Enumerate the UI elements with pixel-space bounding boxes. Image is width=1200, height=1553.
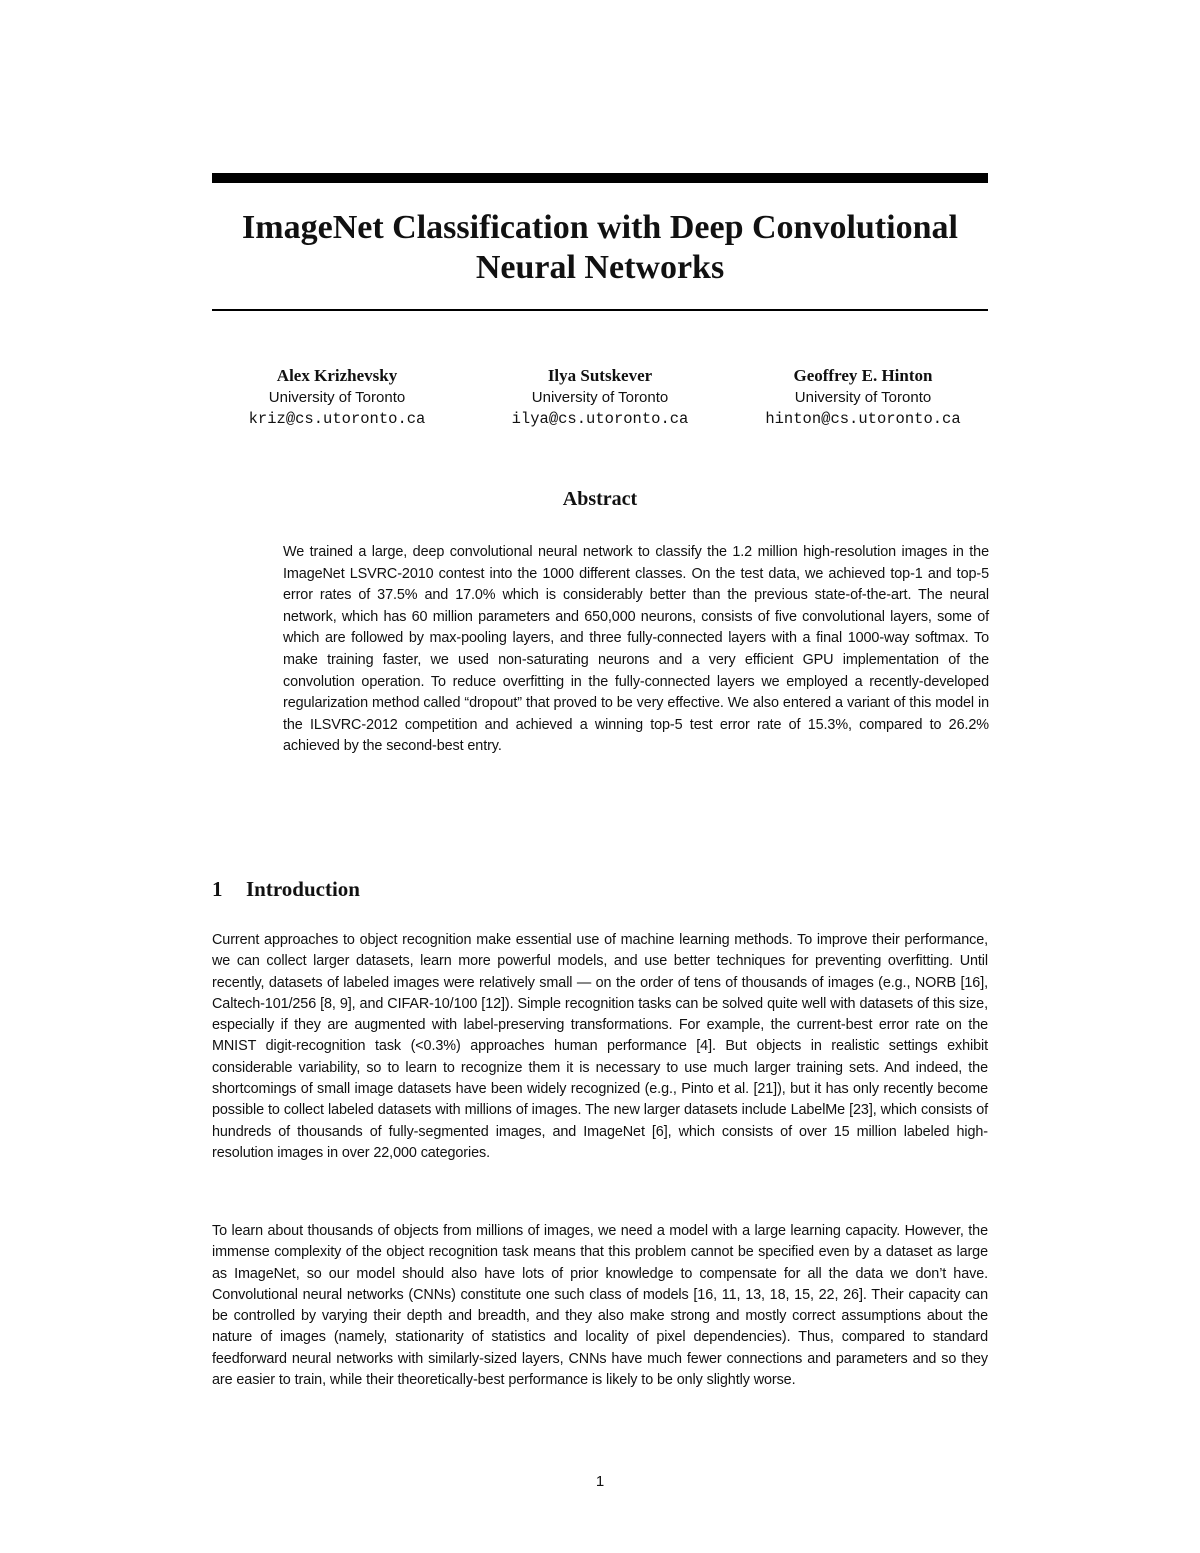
title-line-2: Neural Networks xyxy=(475,249,725,286)
abstract-text: We trained a large, deep convolutional neural network to classify the 1.2 million high-resolution images in the ImageNet LSVRC-2010 contest into the 1000 different classes. On the test data, we achieved top-1 and top-5 error rates of 37.5% and 17.0% which is considerably better than the previous state-of-the-art. The neural network, which has 60 million parameters and 650,000 neurons, consists of five convolutional layers, some of which are followed by max-pooling layers, and three fully-connected layers with a final 1000-way softmax. To make training faster, we used non-saturating neurons and a very efficient GPU implementation of the convolution operation. To reduce overfitting in the fully-connected layers we employed a recently-developed regularization method called “dropout” that proved to be very effective. We also entered a variant of this model in the ILSVRC-2012 competition and achieved a winning top-5 test error rate of 15.3%, compared to 26.2% achieved by the second-best entry. xyxy=(283,544,989,755)
author-name: Ilya Sutskever xyxy=(547,366,653,385)
author-affiliation: University of Toronto xyxy=(531,389,669,406)
intro-paragraph-1: Current approaches to object recognition make essential use of machine learning methods. To improve their performance, we can collect larger datasets, learn more powerful models, and use better techniques for preventing overfitting. Until recently, datasets of labeled images were relatively small — on the order of tens of thousands of images (e.g., NORB [16], Caltech-101/256 [8, 9], and CIFAR-10/100 [12]). Simple recognition tasks can be solved quite well with datasets of this size, especially if they are augmented with label-preserving transformations. For example, the current-best error rate on the MNIST digit-recognition task (<0.3%) approaches human performance [4]. But objects in realistic settings exhibit considerable variability, so to learn to recognize them it is necessary to use much larger training sets. And indeed, the shortcomings of small image datasets have been widely recognized (e.g., Pinto et al. [21]), but it has only recently become possible to collect labeled datasets with millions of images. The new larger datasets include LabelMe [23], which consists of hundreds of thousands of fully-segmented images, and ImageNet [6], which consists of over 15 million labeled high-resolution images in over 22,000 categories. xyxy=(212,932,988,1161)
author-email: hinton@cs.utoronto.ca xyxy=(765,410,961,428)
author-email: kriz@cs.utoronto.ca xyxy=(248,410,426,428)
paper-page xyxy=(212,0,988,1553)
author-2 xyxy=(475,365,725,431)
author-1 xyxy=(212,365,462,431)
section-heading xyxy=(212,876,988,902)
section-title: Introduction xyxy=(246,877,360,901)
author-name: Geoffrey E. Hinton xyxy=(793,366,933,385)
intro-paragraph-2: To learn about thousands of objects from millions of images, we need a model with a large learning capacity. However, the immense complexity of the object recognition task means that this problem cannot be specified even by a dataset as large as ImageNet, so our model should also have lots of prior knowledge to compensate for all the data we don’t have. Convolutional neural networks (CNNs) constitute one such class of models [16, 11, 13, 18, 15, 22, 26]. Their capacity can be controlled by varying their depth and breadth, and they also make strong and mostly correct assumptions about the nature of images (namely, stationarity of statistics and locality of pixel dependencies). Thus, compared to standard feedforward neural networks with similarly-sized layers, CNNs have much fewer connections and parameters and so they are easier to train, while their theoretically-best performance is likely to be only slightly worse. xyxy=(212,1223,988,1389)
title-line-1: ImageNet Classification with Deep Convolutional xyxy=(242,209,958,246)
section-number: 1 xyxy=(212,877,223,901)
page-number: 1 xyxy=(595,1473,605,1490)
author-3 xyxy=(738,365,988,431)
paper-title xyxy=(212,208,988,288)
abstract-heading: Abstract xyxy=(562,488,638,510)
author-email: ilya@cs.utoronto.ca xyxy=(511,410,689,428)
title-bottom-rule xyxy=(212,309,988,311)
author-affiliation: University of Toronto xyxy=(794,389,932,406)
author-affiliation: University of Toronto xyxy=(268,389,406,406)
author-block xyxy=(212,365,988,431)
author-name: Alex Krizhevsky xyxy=(276,366,398,385)
title-top-rule xyxy=(212,173,988,183)
